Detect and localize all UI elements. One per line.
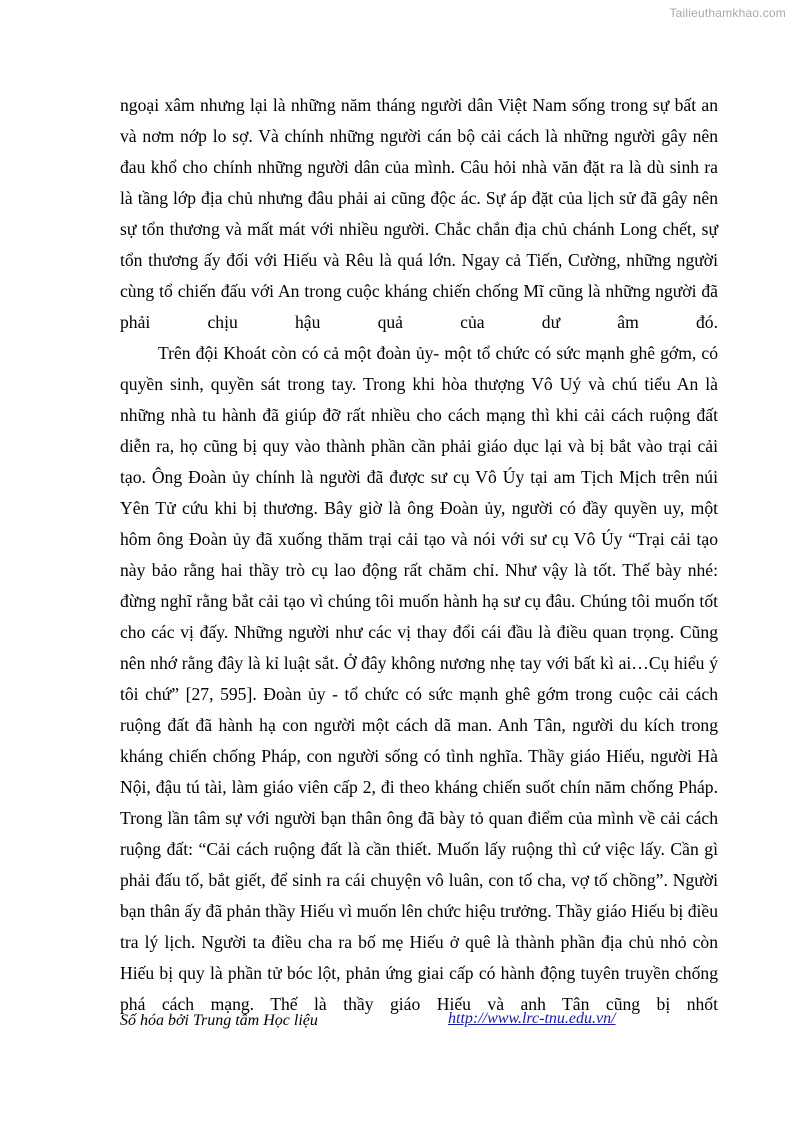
- paragraph-2: Trên đội Khoát còn có cả một đoàn ủy- một tổ chức có sức mạnh ghê gớm, có quyền sinh, quyền sát trong tay. Trong khi hòa thượng Vô Uý và chú tiểu An là những nhà tu hành đã giúp đỡ rất nhiều cho cách mạng thì khi cải cách ruộng đất diễn ra, họ cũng bị quy vào thành phần cần phải giáo dục lại và bị bắt vào trại cải tạo. Ông Đoàn ủy chính là người đã được sư cụ Vô Úy tại am Tịch Mịch trên núi Yên Tử cứu khi bị thương. Bây giờ là ông Đoàn ủy, người có đầy quyền uy, một hôm ông Đoàn ủy đã xuống thăm trại cải tạo và nói với sư cụ Vô Úy “Trại cải tạo này bảo rằng hai thầy trò cụ lao động rất chăm chỉ. Như vậy là tốt. Thế bày nhé: đừng nghĩ rằng bắt cải tạo vì chúng tôi muốn hành hạ sư cụ đâu. Chúng tôi muốn tốt cho các vị đấy. Những người như các vị thay đổi cái đầu là điều quan trọng. Cũng nên nhớ rằng đây là kỉ luật sắt. Ở đây không nương nhẹ tay với bất kì ai…Cụ hiểu ý tôi chứ” [27, 595]. Đoàn ủy - tổ chức có sức mạnh ghê gớm trong cuộc cải cách ruộng đất đã hành hạ con người một cách dã man. Anh Tân, người du kích trong kháng chiến chống Pháp, con người sống có tình nghĩa. Thầy giáo Hiếu, người Hà Nội, đậu tú tài, làm giáo viên cấp 2, đi theo kháng chiến suốt chín năm chống Pháp. Trong lần tâm sự với người bạn thân ông đã bày tỏ quan điểm của mình về cải cách ruộng đất: “Cải cách ruộng đất là cần thiết. Muốn lấy ruộng thì cứ việc lấy. Cần gì phải đấu tố, bắt giết, để sinh ra cái chuyện vô luân, con tố cha, vợ tố chồng”. Người bạn thân ấy đã phản thầy Hiếu vì muốn lên chức hiệu trưởng. Thầy giáo Hiếu bị điều tra lý lịch. Người ta điều cha ra bố mẹ Hiếu ở quê là thành phần địa chủ nhỏ còn Hiếu bị quy là phần tử bóc lột, phản ứng giai cấp có hành động tuyên truyền chống phá cách mạng. Thế là thầy giáo Hiếu và anh Tân cũng bị nhốt: [120, 343, 718, 1014]
- page-footer: [120, 1008, 720, 1038]
- footer-link[interactable]: http://www.lrc-tnu.edu.vn/: [448, 1010, 616, 1027]
- page-body: [120, 90, 718, 1020]
- watermark-text: Tailieuthamkhao.com: [669, 6, 786, 20]
- paragraph-1: ngoại xâm nhưng lại là những năm tháng người dân Việt Nam sống trong sự bất an và nơm nớp lo sợ. Và chính những người cán bộ cải cách là những người gây nên đau khổ cho chính những người dân của mình. Câu hỏi nhà văn đặt ra là dù sinh ra là tầng lớp địa chủ nhưng đâu phải ai cũng độc ác. Sự áp đặt của lịch sử đã gây nên sự tổn thương và mất mát với nhiều người. Chắc chắn địa chủ chánh Long chết, sự tổn thương ấy đối với Hiếu và Rêu là quá lớn. Ngay cả Tiến, Cường, những người cùng tổ chiến đấu với An trong cuộc kháng chiến chống Mĩ cũng là những người đã phải chịu hậu quả của dư âm đó.: [120, 95, 718, 332]
- footer-source: Số hóa bởi Trung tâm Học liệu: [120, 1012, 318, 1029]
